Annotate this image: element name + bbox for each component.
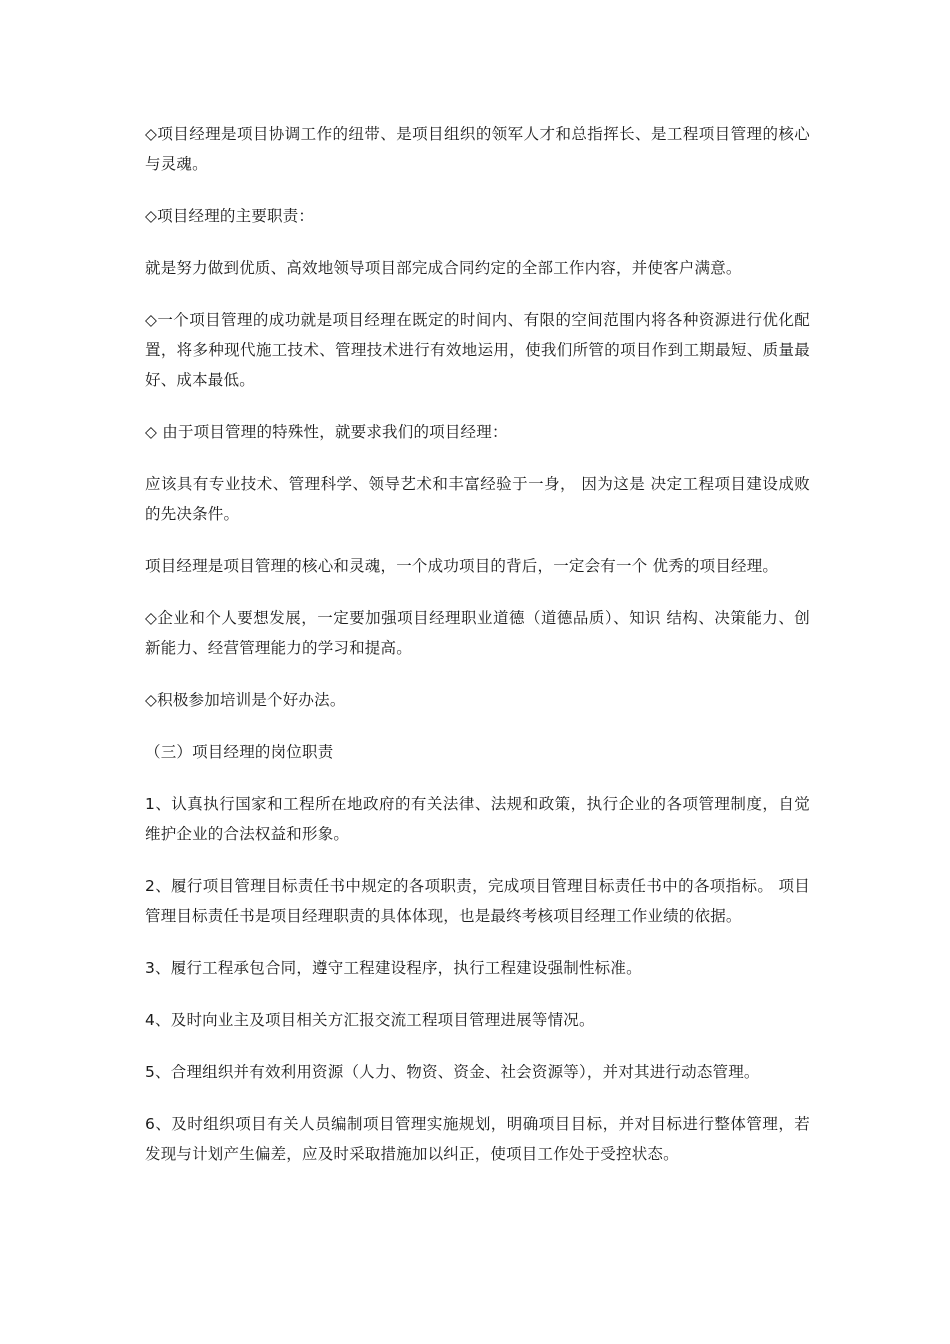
duty-item-1: 1、认真执行国家和工程所在地政府的有关法律、法规和政策，执行企业的各项管理制度，自觉维护企业的合法权益和形象。: [145, 795, 810, 843]
paragraph-role-definition: ◇项目经理是项目协调工作的纽带、是项目组织的领军人才和总指挥长、是工程项目管理的核心与灵魂。: [145, 125, 810, 173]
section-heading-duties: （三）项目经理的岗位职责: [145, 743, 334, 761]
paragraph-core-soul: 项目经理是项目管理的核心和灵魂，一个成功项目的背后，一定会有一个 优秀的项目经理。: [145, 557, 779, 575]
duty-item-2: 2、履行项目管理目标责任书中规定的各项职责，完成项目管理目标责任书中的各项指标。 项目管理目标责任书是项目经理职责的具体体现，也是最终考核项目经理工作业绩的依据。: [145, 877, 810, 925]
duty-item-5: 5、合理组织并有效利用资源（人力、物资、资金、社会资源等），并对其进行动态管理。: [145, 1063, 760, 1081]
paragraph-requirements-heading: ◇ 由于项目管理的特殊性，就要求我们的项目经理：: [145, 423, 508, 441]
duty-item-3: 3、履行工程承包合同，遵守工程建设程序，执行工程建设强制性标准。: [145, 959, 642, 977]
paragraph-training: ◇积极参加培训是个好办法。: [145, 691, 346, 709]
paragraph-main-duties: 就是努力做到优质、高效地领导项目部完成合同约定的全部工作内容，并使客户满意。: [145, 259, 742, 277]
duty-item-6: 6、及时组织项目有关人员编制项目管理实施规划，明确项目目标，并对目标进行整体管理，若发现与计划产生偏差，应及时采取措施加以纠正，使项目工作处于受控状态。: [145, 1115, 810, 1163]
paragraph-requirements: 应该具有专业技术、管理科学、领导艺术和丰富经验于一身， 因为这是 决定工程项目建设成败的先决条件。: [145, 475, 810, 523]
paragraph-main-duties-heading: ◇项目经理的主要职责：: [145, 207, 315, 225]
paragraph-development: ◇企业和个人要想发展，一定要加强项目经理职业道德（道德品质）、知识 结构、决策能力、创新能力、经营管理能力的学习和提高。: [145, 609, 810, 657]
duty-item-4: 4、及时向业主及项目相关方汇报交流工程项目管理进展等情况。: [145, 1011, 595, 1029]
paragraph-success-criteria: ◇一个项目管理的成功就是项目经理在既定的时间内、有限的空间范围内将各种资源进行优化配置，将多种现代施工技术、管理技术进行有效地运用，使我们所管的项目作到工期最短、质量最好、成本最低。: [145, 311, 810, 389]
document-body: [145, 119, 810, 1191]
